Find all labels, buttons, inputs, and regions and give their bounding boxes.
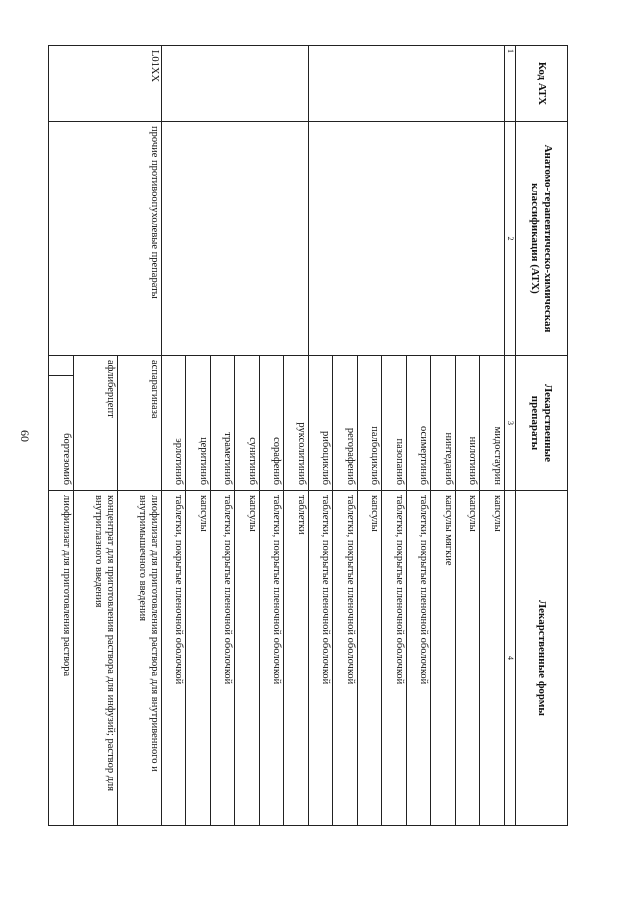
- drug-form: капсулы: [358, 491, 383, 826]
- drug-form: капсулы мягкие: [431, 491, 456, 826]
- drug-form: капсулы: [235, 491, 260, 826]
- column-number-4: 4: [505, 491, 516, 826]
- drug-name: палбоциклиб: [358, 356, 383, 491]
- drug-name: рибоциклиб: [309, 356, 334, 491]
- classification-cell-empty: [309, 122, 505, 356]
- column-number-row: [505, 46, 516, 826]
- drug-form: капсулы: [186, 491, 211, 826]
- drug-name: пазопаниб: [382, 356, 407, 491]
- table-row: [284, 46, 309, 826]
- drug-name: нилотиниб: [456, 356, 481, 491]
- code-cell-empty: [309, 46, 505, 122]
- drug-form: таблетки, покрытые пленочной оболочкой: [162, 491, 187, 826]
- header-classification: Анатомо-терапевтическо-химическая классификация (АТХ): [516, 122, 568, 356]
- drug-name: мидостаурин: [480, 356, 505, 491]
- drug-name: сунитиниб: [235, 356, 260, 491]
- drug-name: бортезомиб: [49, 376, 74, 491]
- drug-name: осимертиниб: [407, 356, 432, 491]
- drug-form: таблетки, покрытые пленочной оболочкой: [309, 491, 334, 826]
- drug-name: сорафениб: [260, 356, 285, 491]
- drug-form: таблетки, покрытые пленочной оболочкой: [260, 491, 285, 826]
- drug-form: концентрат для приготовления раствора для инфузий; раствор для внутриглазного введения: [73, 491, 117, 826]
- drug-name: траметиниб: [211, 356, 236, 491]
- table-row: [480, 46, 505, 826]
- drug-name: регорафениб: [333, 356, 358, 491]
- header-row: [516, 46, 568, 826]
- rotated-table-wrapper: [48, 45, 568, 825]
- drug-name: нинтеданиб: [431, 356, 456, 491]
- header-code: Код АТХ: [516, 46, 568, 122]
- table-row: [117, 46, 161, 826]
- drug-form: таблетки: [284, 491, 309, 826]
- drug-form: лиофилизат для приготовления раствора: [49, 491, 74, 826]
- header-forms: Лекарственные формы: [516, 491, 568, 826]
- drug-name: аспарагиназа: [117, 356, 161, 491]
- page-number: 60: [18, 430, 32, 442]
- drug-table: [48, 45, 568, 826]
- drug-name: афлиберцепт: [73, 356, 117, 491]
- drug-form: таблетки, покрытые пленочной оболочкой: [211, 491, 236, 826]
- drug-name: руксолитиниб: [284, 356, 309, 491]
- drug-form: капсулы: [480, 491, 505, 826]
- drug-form: таблетки, покрытые пленочной оболочкой: [407, 491, 432, 826]
- drug-name: церитиниб: [186, 356, 211, 491]
- drug-name: эрлотиниб: [162, 356, 187, 491]
- classification-cell-empty: [162, 122, 309, 356]
- drug-form: капсулы: [456, 491, 481, 826]
- column-number-2: 2: [505, 122, 516, 356]
- drug-form: таблетки, покрытые пленочной оболочкой: [333, 491, 358, 826]
- code-cell-empty: [162, 46, 309, 122]
- atc-code: L01XX: [49, 46, 162, 122]
- drug-form: таблетки, покрытые пленочной оболочкой: [382, 491, 407, 826]
- column-number-3: 3: [505, 356, 516, 491]
- column-number-1: 1: [505, 46, 516, 122]
- drug-form: лиофилизат для приготовления раствора для внутривенного и внутримышечного введения: [117, 491, 161, 826]
- atc-classification: прочие противоопухолевые препараты: [49, 122, 162, 356]
- header-drugs: Лекарственные препараты: [516, 356, 568, 491]
- indent-cell: [49, 356, 74, 376]
